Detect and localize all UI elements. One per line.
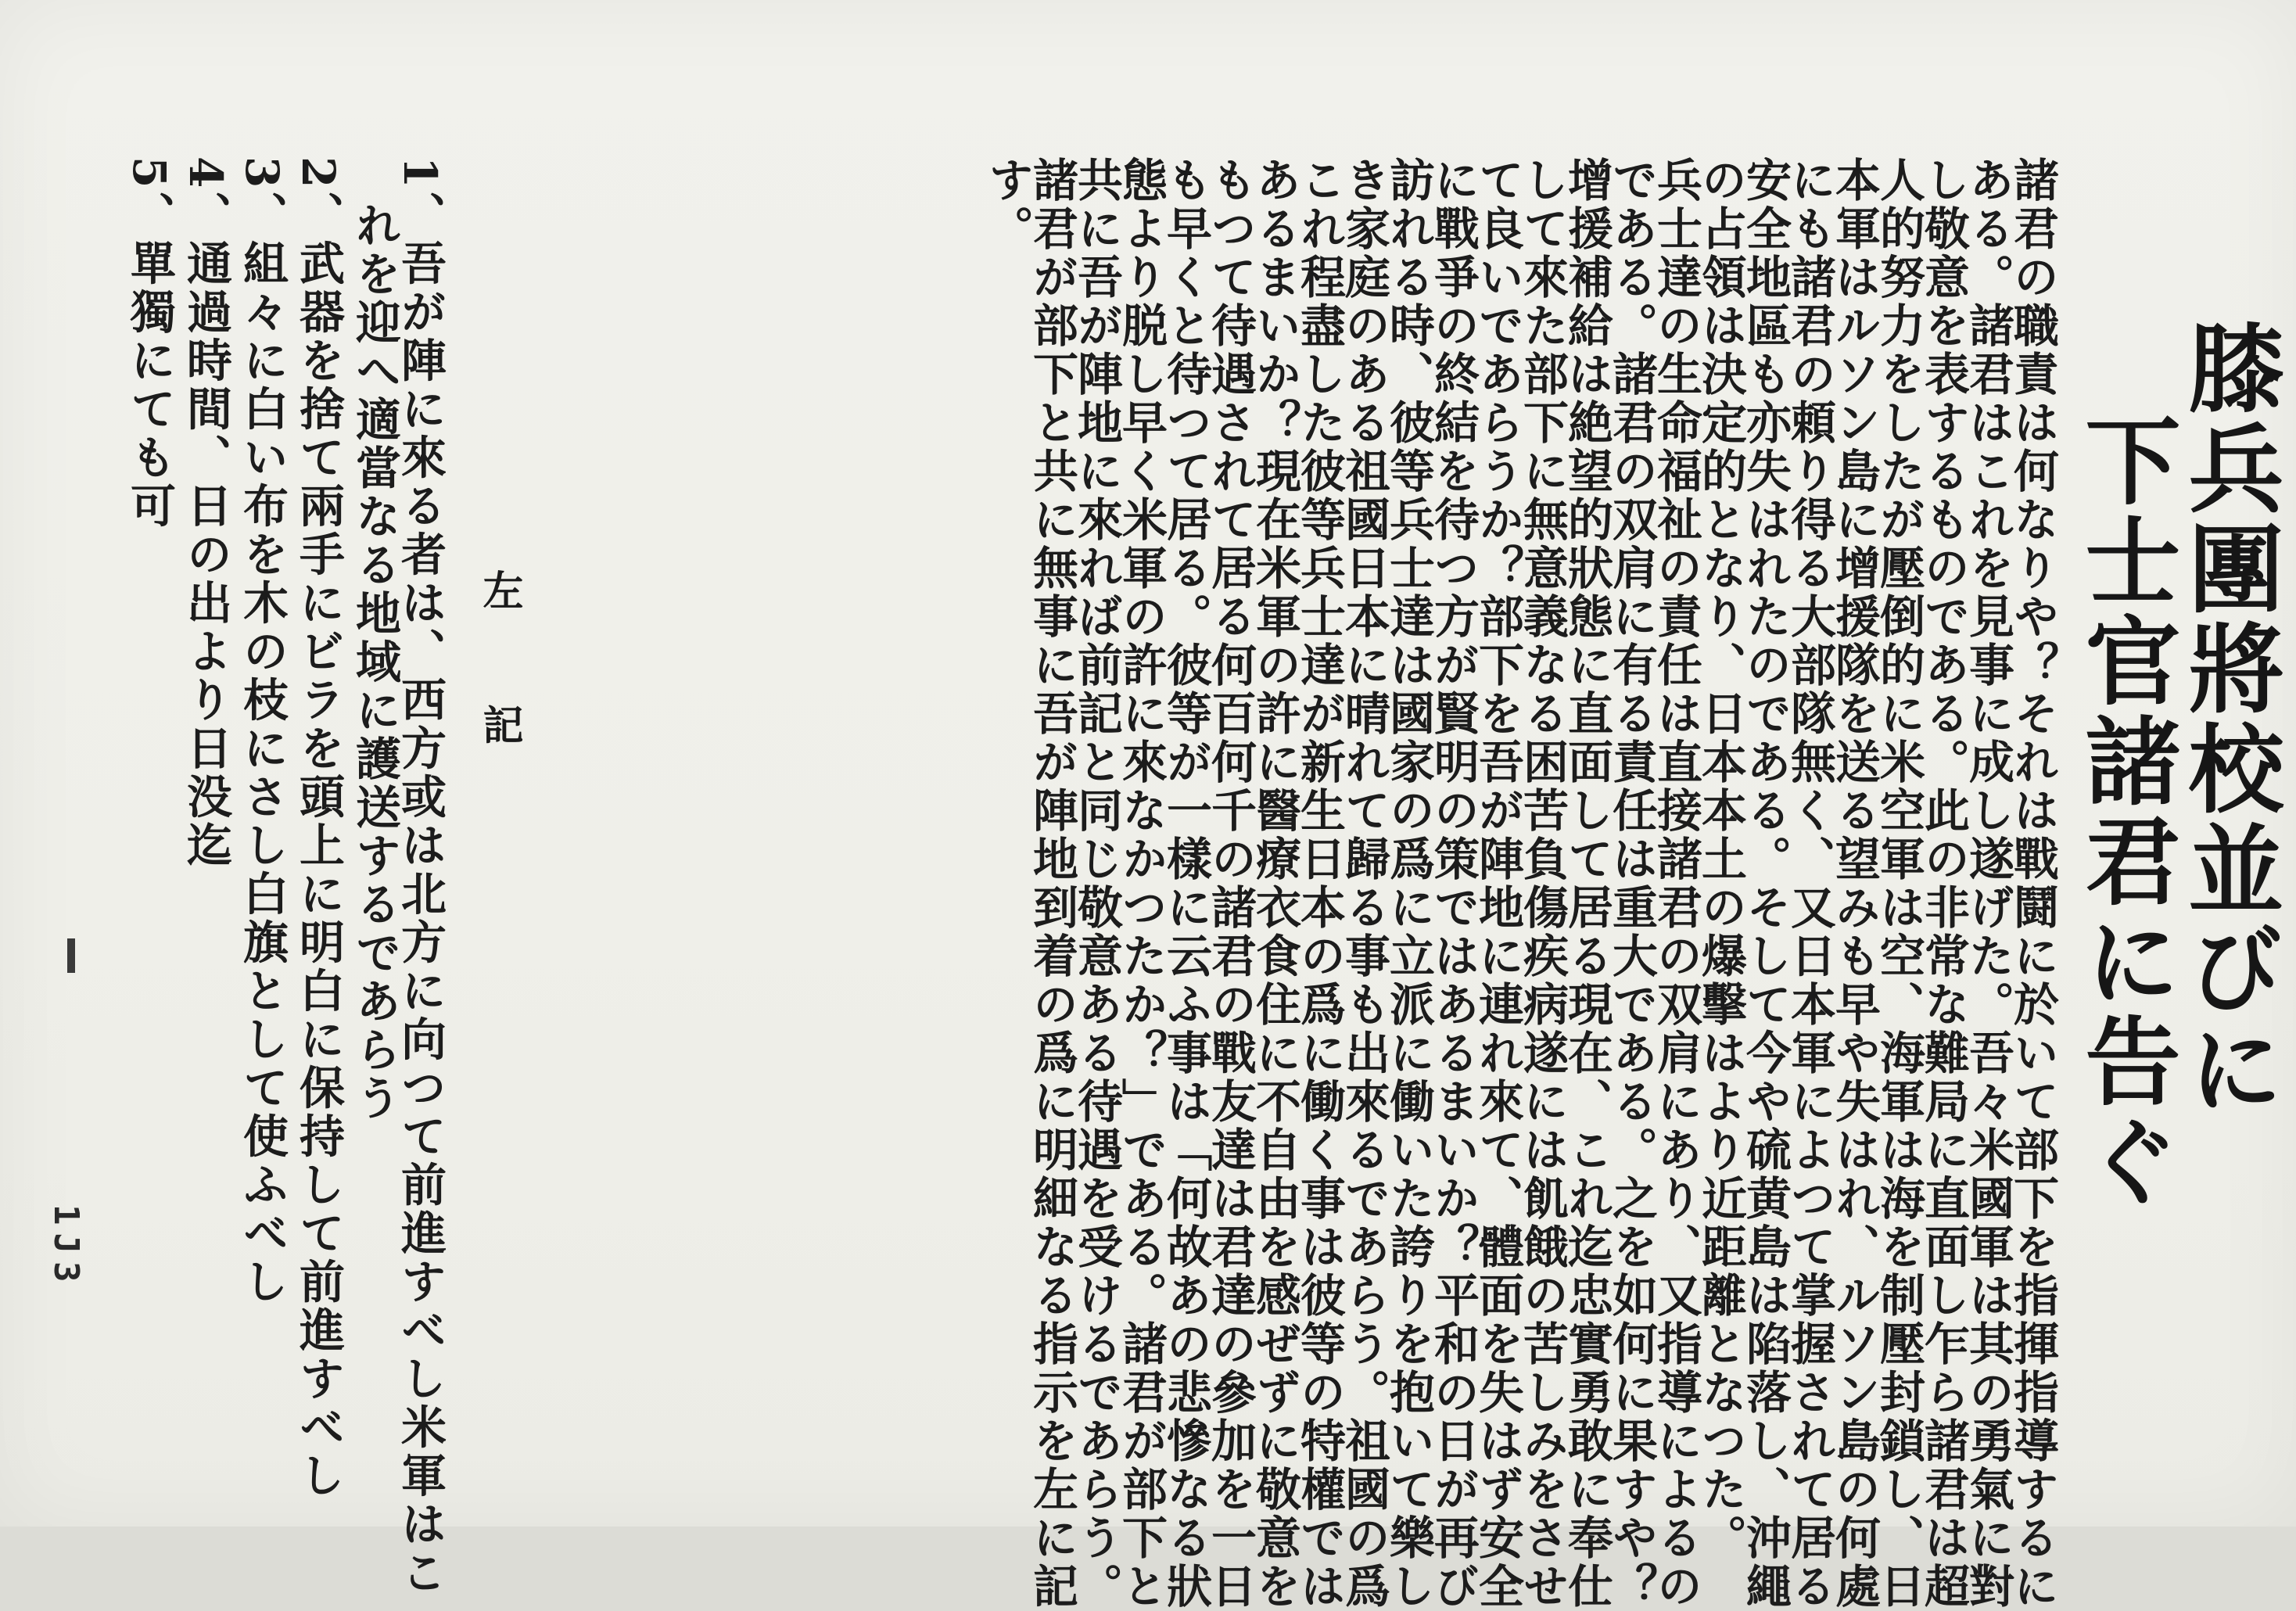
body-line: にも諸君の頼り得る大部隊無く、又日本軍によつて掌握されて居る xyxy=(1783,156,1836,1611)
body-line: これ程盡した彼等兵士達が新生日本の爲に働く事は彼等の特權では xyxy=(1293,156,1346,1611)
body-line: す。 xyxy=(981,156,1034,253)
body-line: し敬意を表するものである。此の非常な難局に直面し乍ら諸君は超 xyxy=(1917,156,1970,1611)
item-line: 5、單獨にても可 xyxy=(123,156,176,531)
title-line-1: 膝兵團將校並びに xyxy=(2172,319,2283,1120)
body-line: 兵士達の生命福祉の責任は直接諸君の双肩にあり、又指導によるの xyxy=(1649,156,1702,1611)
body-line: 態より脱し早く米軍の許に來なかつたか？」である。諸君が部下と xyxy=(1114,156,1168,1611)
body-line: 諸君が部下と共に無事に吾が陣地到着の爲に明細なる指示を左に記 xyxy=(1025,156,1078,1611)
body-line: 安全地區も亦失はれたのである。そして今や硫黄島は陷落し、沖繩 xyxy=(1738,156,1792,1611)
title-line-2: 下士官諸君に告ぐ xyxy=(2069,411,2180,1212)
body-line: き家庭のある祖國日本に晴れて歸る事も出來るであらう。祖國の爲 xyxy=(1337,156,1390,1611)
item-line: れを迎へ適當なる地域に護送するであらう xyxy=(348,202,401,1123)
item-line: 3、組々に白い布を木の枝にさし白旗として使ふべし xyxy=(235,156,289,1307)
item-line: 4、通過時間、日の出より日没迄 xyxy=(179,156,232,870)
body-line: の占領は決定的となり、日本本土の爆擊はより近距離となつた。 xyxy=(1694,156,1747,1563)
body-line: も早くと待つて居る。彼等が一樣に云ふ事は「何故あの悲慘なる狀 xyxy=(1159,156,1212,1611)
item-line: 1、吾が陣に來る者は、西方或は北方に向つて前進すべし米軍はこ xyxy=(393,156,447,1598)
body-line: て良いであらうか？部下を吾が陣地に連れ來て、體面を失はず安全 xyxy=(1471,156,1524,1611)
body-line: である。諸君の双肩に有る責任は重大である。之を如何に果すや？ xyxy=(1605,156,1658,1611)
body-line: 本軍はルソン島に增援隊を送る望みも早や失はれ、ルソン島の何處 xyxy=(1828,156,1881,1611)
body-line: ある。諸君はこれを見事に成し遂げた。吾々米國軍は其の勇氣に對 xyxy=(1961,156,2014,1611)
item-line: 2、武器を捨て兩手にビラを頭上に明白に保持して前進すべし xyxy=(292,156,345,1501)
body-line: に戰爭の終結を待つ方が賢明の策ではあるまいか？平和の日が再び xyxy=(1426,156,1480,1611)
body-line: 訪れる時、彼等兵士達は國家の爲に立派に働いた誇りを抱いて樂し xyxy=(1382,156,1435,1611)
body-line: 人的努力をしたが壓倒的に米空軍は空、海軍は海を制壓封鎖し、日 xyxy=(1872,156,1925,1611)
notes-heading: 左記 xyxy=(475,569,523,838)
body-line: あるまいか？現在米軍の許に醫療衣食住に不自由を感ぜずに敬意を xyxy=(1248,156,1301,1611)
body-line: 諸君の職責は何なりや？それは戰鬪に於いて部下を指揮指導するに xyxy=(2006,156,2059,1611)
body-line: して來た部下に無意義なる困苦負傷疾病遂には飢餓の苦しみをさせ xyxy=(1516,156,1569,1611)
leaflet-code: 1J3 xyxy=(46,1204,86,1290)
body-line: 增援補給は絶望的狀態に直面して居る現在、これ迄忠實勇敢に奉仕 xyxy=(1560,156,1613,1611)
body-line: 共に吾が陣地に來れば前記と同じ敬意ある待遇を受けるであらう。 xyxy=(1070,156,1123,1611)
body-line: もつて待遇されて居る何百何千の諸君の戰友達は君達の參加を一日 xyxy=(1204,156,1257,1611)
tick-mark xyxy=(67,938,75,973)
